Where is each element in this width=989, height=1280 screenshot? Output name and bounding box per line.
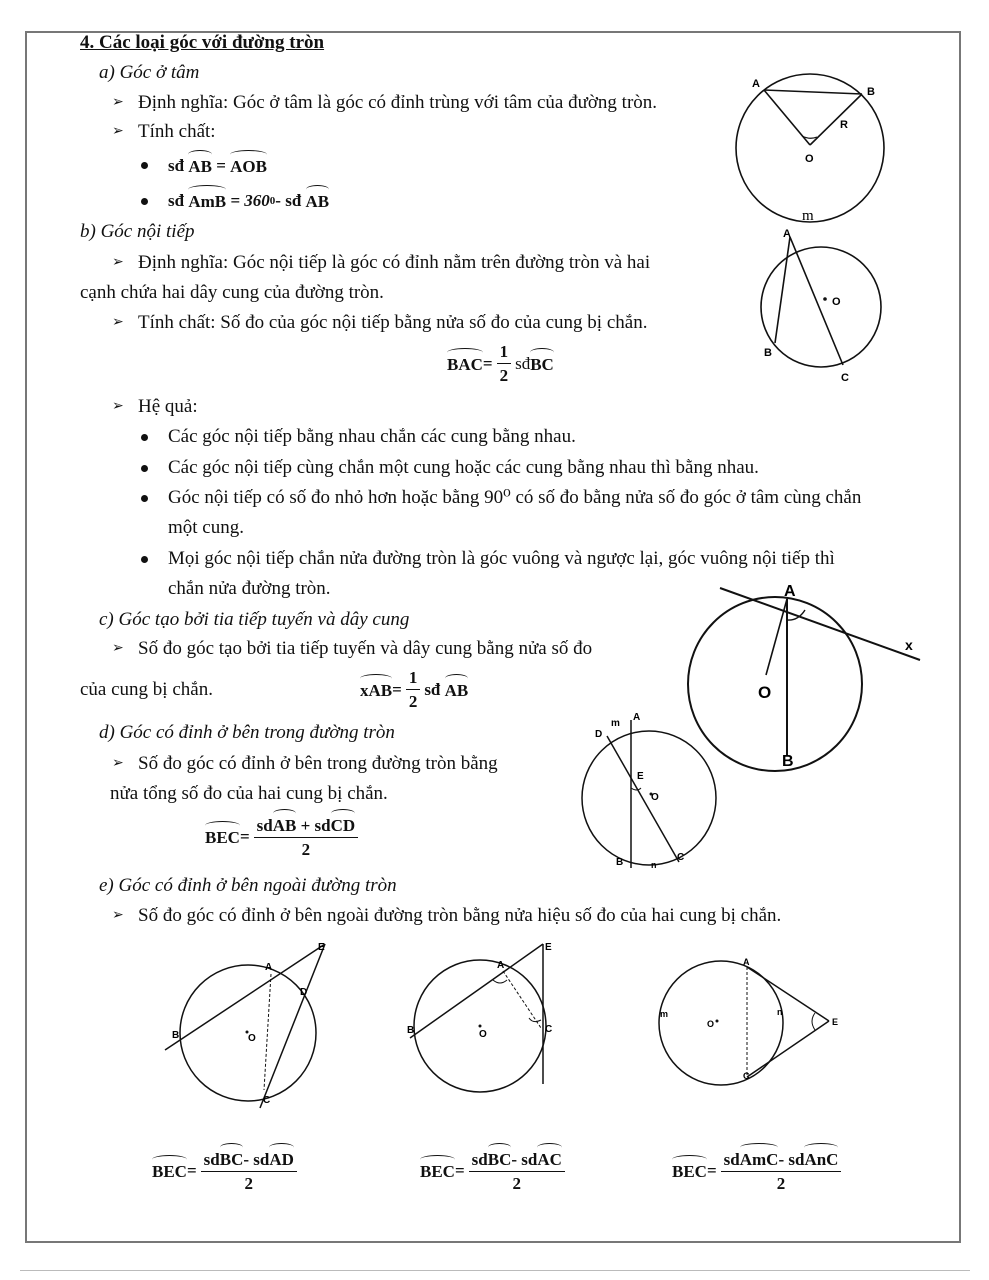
b-definition-2: cạnh chứa hai dây cung của đường tròn. (80, 282, 384, 303)
segment-ac (503, 971, 541, 1028)
label-c: C (263, 1095, 271, 1106)
f-den: 2 (776, 1174, 786, 1193)
d-formula (205, 814, 362, 860)
c-formula (360, 668, 468, 712)
bullet-dot-icon (141, 465, 148, 472)
f-arc: AOB (230, 157, 267, 176)
radius-oa (766, 599, 787, 675)
interior-angle-figure (585, 708, 715, 873)
a-formula-2 (168, 190, 329, 212)
label-m: m (611, 718, 620, 729)
label-a: A (784, 583, 796, 600)
f-arc: BEC (205, 828, 240, 847)
bullet-dot-icon (141, 434, 148, 441)
subsection-b-title: b) Góc nội tiếp (80, 221, 195, 242)
exterior-angle-figure-3 (655, 955, 845, 1090)
label-d: D (595, 729, 603, 740)
f-den: 2 (244, 1174, 254, 1193)
label-o: O (248, 1033, 256, 1044)
f-num: 1 (406, 668, 421, 690)
c-text-1: Số đo góc tạo bởi tia tiếp tuyến và dây cung bằng nửa số đo (138, 638, 593, 659)
f-arc: AC (537, 1150, 562, 1169)
angle-mark (493, 980, 507, 983)
b-item-2: Các góc nội tiếp cùng chắn một cung hoặc các cung bằng nhau thì bằng nhau. (168, 457, 759, 478)
f-text: sd (471, 1150, 488, 1169)
f-arc: AmB (188, 192, 227, 211)
label-c: C (677, 852, 685, 863)
label-c: C (743, 1071, 750, 1081)
chord-ab (764, 90, 862, 94)
f-arc: BEC (152, 1162, 187, 1181)
angle-mark (812, 1013, 815, 1030)
f-fraction (721, 1148, 842, 1194)
label-e: E (637, 771, 644, 782)
label-c: C (545, 1024, 553, 1035)
label-b: B (764, 347, 772, 359)
arrow-bullet-icon: ➢ (112, 95, 124, 110)
d-text-1: Số đo góc có đỉnh ở bên trong đường tròn bằng (138, 753, 498, 774)
label-m: m (802, 208, 814, 224)
label-o: O (707, 1019, 715, 1029)
f-text: - sd (778, 1150, 805, 1169)
f-arc: AB (444, 681, 469, 700)
exterior-angle-figure-1 (160, 938, 340, 1113)
e-formula-2 (420, 1148, 569, 1194)
secant-eb (410, 944, 543, 1038)
label-e: E (832, 1017, 839, 1027)
subsection-a-title: a) Góc ở tâm (99, 62, 200, 83)
tangent-ec (747, 1021, 829, 1077)
e-formula-1 (152, 1148, 301, 1194)
angle-mark (631, 788, 641, 790)
f-sup: 0 (269, 195, 276, 207)
section-heading: 4. Các loại góc với đường tròn (80, 32, 325, 53)
tangent-ax (720, 588, 920, 660)
label-b: B (616, 857, 624, 868)
label-o: O (479, 1029, 487, 1040)
f-den: 2 (499, 366, 509, 385)
f-text: - sđ (275, 191, 302, 210)
arrow-bullet-icon: ➢ (112, 641, 124, 656)
label-n: n (651, 860, 657, 870)
label-x: x (905, 637, 913, 653)
f-num (254, 814, 359, 838)
b-item-4: Mọi góc nội tiếp chắn nửa đường tròn là góc vuông và ngược lại, góc vuông nội tiếp thì (168, 548, 835, 569)
label-r: R (840, 119, 848, 131)
e-text: Số đo góc có đỉnh ở bên ngoài đường tròn bằng nửa hiệu số đo của hai cung bị chắn. (138, 905, 782, 926)
f-text: = (216, 156, 226, 175)
label-a: A (743, 957, 750, 967)
f-arc: AB (188, 157, 212, 176)
center-point (479, 1025, 482, 1028)
subsection-e-title: e) Góc có đỉnh ở bên ngoài đường tròn (99, 875, 397, 896)
label-b: B (172, 1030, 180, 1041)
label-m: m (660, 1009, 669, 1019)
circle (736, 74, 884, 222)
chord-ab (775, 237, 790, 343)
arrow-bullet-icon: ➢ (112, 255, 124, 270)
segment-ac (264, 974, 271, 1090)
f-arc: BC (219, 1150, 244, 1169)
f-text: = (186, 1161, 197, 1180)
f-text: = (706, 1161, 717, 1180)
a-definition: Định nghĩa: Góc ở tâm là góc có đỉnh trùng với tâm của đường tròn. (138, 92, 658, 113)
circle (582, 731, 716, 865)
f-arc: BAC (447, 355, 483, 374)
f-arc: AD (269, 1150, 294, 1169)
bottom-rule (20, 1270, 970, 1271)
label-e: E (318, 942, 325, 953)
b-item-3: Góc nội tiếp có số đo nhỏ hơn hoặc bằng 90⁰ có số đo bằng nửa số đo góc ở tâm cùng chắn (168, 487, 862, 508)
f-text: sđ (424, 680, 441, 699)
bullet-dot-icon (141, 198, 148, 205)
b-item-1: Các góc nội tiếp bằng nhau chắn các cung bằng nhau. (168, 426, 576, 447)
a-property: Tính chất: (138, 121, 216, 142)
label-e: E (545, 942, 552, 953)
f-text: sđ (515, 354, 531, 373)
label-b: B (782, 753, 794, 770)
f-arc: AB (305, 192, 330, 211)
f-arc: AnC (804, 1150, 839, 1169)
arrow-bullet-icon: ➢ (112, 756, 124, 771)
f-text: = (239, 827, 250, 846)
f-fraction (497, 342, 512, 386)
label-o: O (651, 792, 659, 803)
f-arc: CD (330, 816, 356, 835)
subsection-d-title: d) Góc có đỉnh ở bên trong đường tròn (99, 722, 395, 743)
f-text: sđ (168, 156, 185, 175)
radius-ob (810, 94, 862, 145)
f-text: = (392, 680, 402, 699)
label-a: A (783, 228, 791, 240)
subsection-c-title: c) Góc tạo bởi tia tiếp tuyến và dây cung (99, 609, 410, 630)
circle (761, 247, 881, 367)
e-formula-3 (672, 1148, 845, 1194)
chord-dc (607, 736, 679, 862)
f-num (201, 1148, 297, 1172)
tangent-chord-figure (680, 578, 930, 773)
f-text: = (454, 1161, 465, 1180)
f-den: 2 (301, 840, 311, 859)
f-den: 2 (512, 1174, 522, 1193)
label-o: O (758, 683, 772, 702)
f-text: = (482, 354, 493, 373)
c-text-2: của cung bị chắn. (80, 679, 213, 700)
d-text-2: nửa tổng số đo của hai cung bị chắn. (110, 783, 388, 804)
circle (659, 961, 783, 1085)
a-formula-1 (168, 155, 267, 177)
b-item-4-cont: chắn nửa đường tròn. (168, 578, 331, 599)
f-text: sđ (168, 191, 185, 210)
bullet-dot-icon (141, 162, 148, 169)
f-num: 1 (497, 342, 512, 364)
f-fraction (406, 668, 421, 712)
bullet-dot-icon (141, 556, 148, 563)
arrow-bullet-icon: ➢ (112, 399, 124, 414)
f-num (721, 1148, 842, 1172)
label-b: B (867, 86, 875, 98)
f-num (469, 1148, 565, 1172)
f-text: sd (203, 1150, 220, 1169)
f-text: - sd (243, 1150, 270, 1169)
f-arc: BEC (672, 1162, 707, 1181)
arrow-bullet-icon: ➢ (112, 315, 124, 330)
inscribed-angle-figure (757, 225, 887, 390)
central-angle-figure (730, 70, 890, 230)
label-d: D (300, 987, 308, 998)
f-fraction (469, 1148, 565, 1194)
label-o: O (832, 296, 841, 308)
b-definition-1: Định nghĩa: Góc nội tiếp là góc có đỉnh nằm trên đường tròn và hai (138, 252, 651, 273)
label-a: A (265, 962, 273, 973)
f-text: sd (723, 1150, 740, 1169)
f-arc: BEC (420, 1162, 455, 1181)
label-a: A (752, 78, 760, 90)
label-c: C (841, 372, 849, 384)
arrow-bullet-icon: ➢ (112, 908, 124, 923)
center-point (823, 297, 827, 301)
f-arc: BC (530, 355, 554, 374)
bullet-dot-icon (141, 495, 148, 502)
label-a: A (497, 960, 505, 971)
f-text: sd (256, 816, 273, 835)
f-text: - sd (511, 1150, 538, 1169)
tangent-ea (747, 967, 829, 1021)
arrow-bullet-icon: ➢ (112, 124, 124, 139)
label-n: n (777, 1007, 783, 1017)
f-fraction (254, 814, 359, 860)
center-point (716, 1020, 719, 1023)
f-text: + sd (300, 816, 331, 835)
f-arc: BC (487, 1150, 512, 1169)
b-formula (447, 342, 554, 386)
f-fraction (201, 1148, 297, 1194)
f-text: = 360 (230, 191, 270, 210)
label-o: O (805, 153, 814, 165)
exterior-angle-figure-2 (405, 938, 565, 1088)
f-den: 2 (408, 692, 418, 711)
b-property: Tính chất: Số đo của góc nội tiếp bằng nửa số đo của cung bị chắn. (138, 312, 648, 333)
label-b: B (407, 1025, 415, 1036)
b-item-3-cont: một cung. (168, 517, 244, 538)
f-arc: AB (272, 816, 297, 835)
f-arc: AmC (739, 1150, 779, 1169)
b-consequence: Hệ quả: (138, 396, 198, 417)
label-a: A (633, 712, 641, 723)
f-arc: xAB (360, 681, 393, 700)
